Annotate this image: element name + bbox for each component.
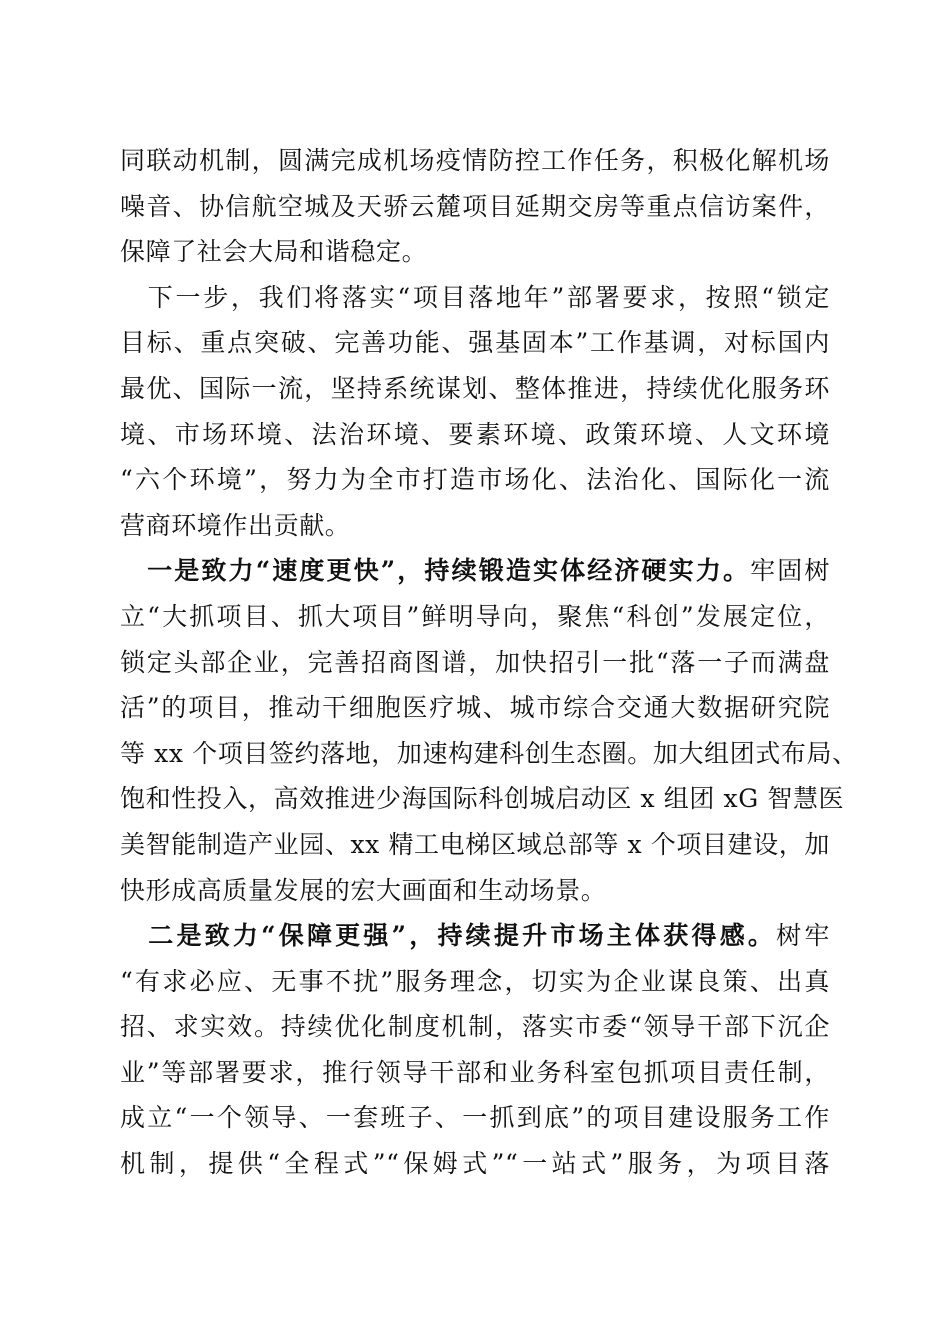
text-line: 活”的项目，推动干细胞医疗城、城市综合交通大数据研究院: [120, 693, 830, 723]
text-line: 保障了社会大局和谐稳定。: [120, 237, 428, 267]
text-line: 快形成高质量发展的宏大画面和生动场景。: [120, 875, 607, 905]
text-line: 饱和性投入，高效推进少海国际科创城启动区 x 组团 xG 智慧医: [120, 784, 845, 814]
text-line: 同联动机制，圆满完成机场疫情防控工作任务，积极化解机场: [120, 146, 830, 175]
text-line: 美智能制造产业园、xx 精工电梯区域总部等 x 个项目建设，加: [120, 829, 830, 859]
text-line: 营商环境作出贡献。: [120, 510, 351, 540]
text-line: 最优、国际一流，坚持系统谋划、整体推进，持续优化服务环: [120, 373, 830, 403]
section-text: 牢固树: [750, 556, 830, 586]
text-line: 噪音、协信航空城及天骄云麓项目延期交房等重点信访案件，: [120, 191, 830, 221]
text-line: [120, 913, 830, 959]
section-heading-2: 二是致力“保障更强”，持续提升市场主体获得感。: [120, 921, 777, 951]
text-line: 机制，提供“全程式”“保姆式”“一站式”服务，为项目落: [120, 1149, 830, 1179]
body-text: [120, 138, 858, 1187]
text-line: 等 xx 个项目签约落地，加速构建科创生态圈。加大组团式布局、: [120, 738, 858, 768]
text-line: 立“大抓项目、抓大项目”鲜明导向，聚焦“科创”发展定位，: [120, 601, 830, 631]
text-line: 目标、重点突破、完善功能、强基固本”工作基调，对标国内: [120, 328, 830, 358]
text-line: 锁定头部企业，完善招商图谱，加快招引一批“落一子而满盘: [120, 647, 830, 677]
text-line: “有求必应、无事不扰”服务理念，切实为企业谋良策、出真: [120, 966, 830, 996]
section-heading-1: 一是致力“速度更快”，持续锻造实体经济硬实力。: [120, 556, 751, 586]
text-line: 成立“一个领导、一套班子、一抓到底”的项目建设服务工作: [120, 1103, 830, 1133]
text-line: “六个环境”，努力为全市打造市场化、法治化、国际化一流: [120, 465, 830, 495]
text-line: [120, 548, 830, 594]
text-line: 境、市场环境、法治环境、要素环境、政策环境、人文环境: [120, 419, 830, 449]
text-line: 下一步，我们将落实“项目落地年”部署要求，按照“锁定: [120, 282, 830, 312]
text-line: 招、求实效。持续优化制度机制，落实市委“领导干部下沉企: [120, 1012, 830, 1042]
text-line: 业”等部署要求，推行领导干部和业务科室包抓项目责任制，: [120, 1057, 830, 1087]
section-text: 树牢: [776, 921, 830, 951]
